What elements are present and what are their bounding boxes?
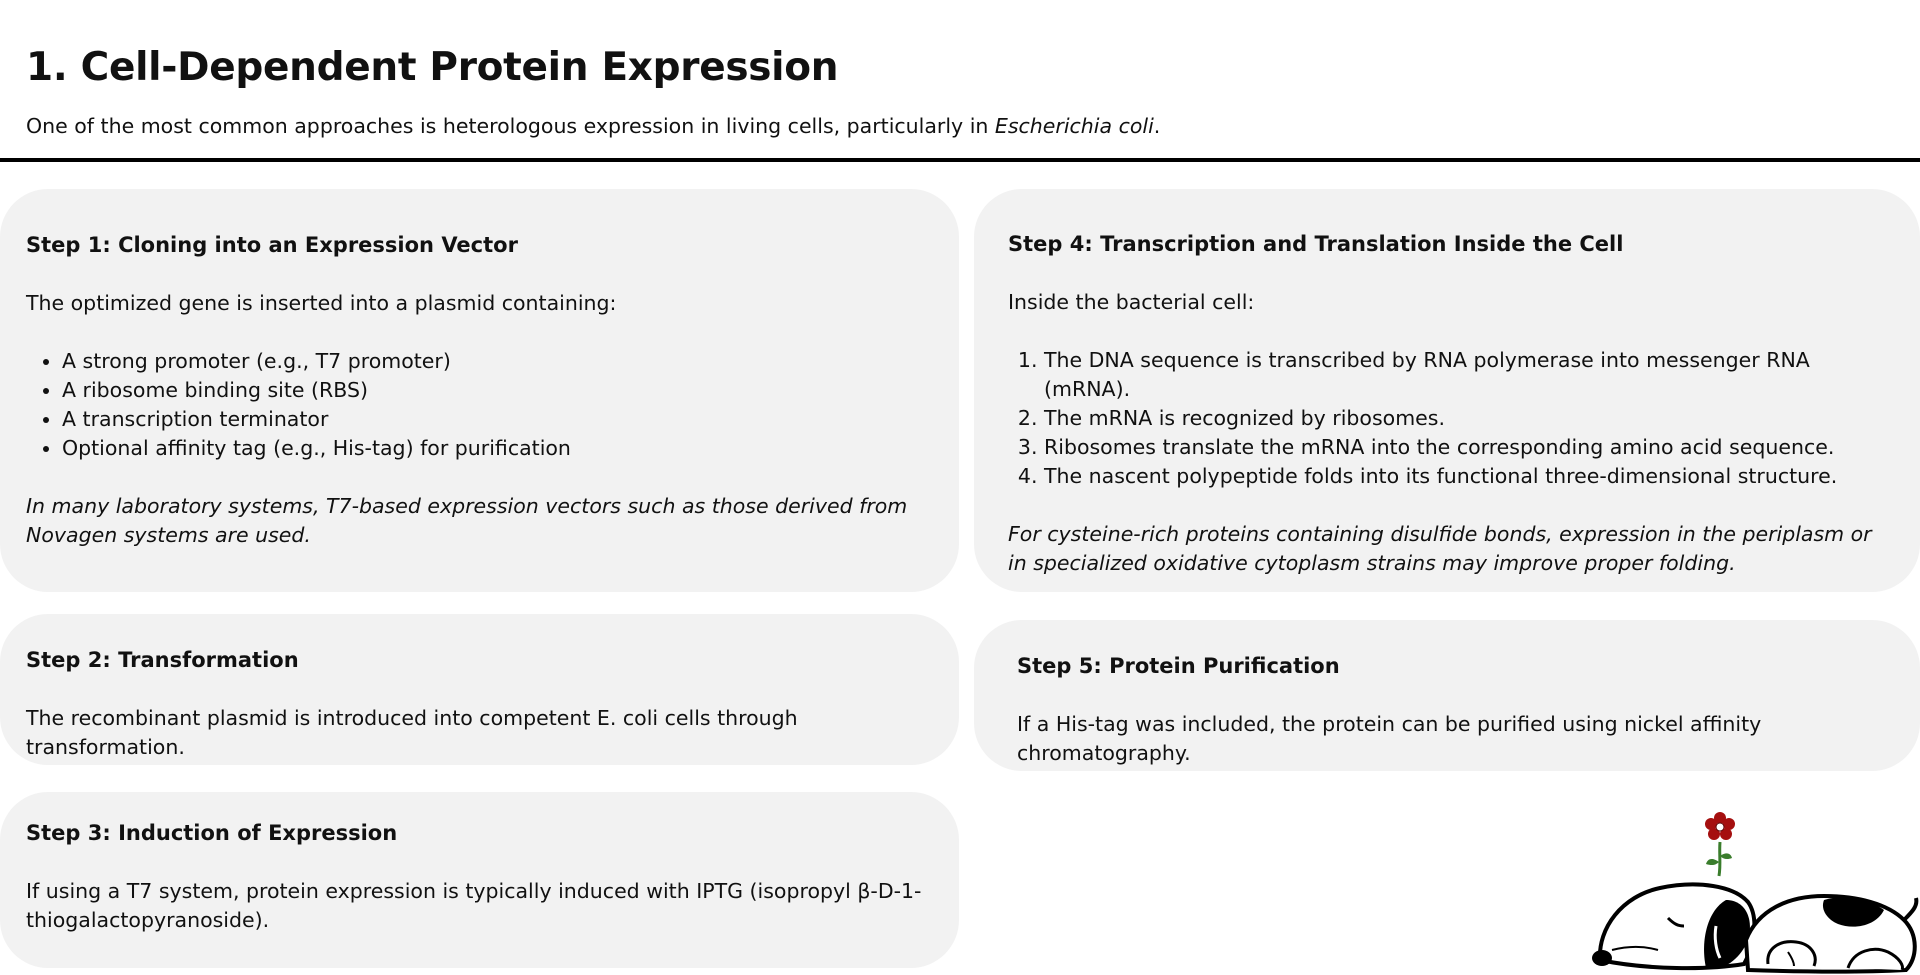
page-title: 1. Cell-Dependent Protein Expression <box>26 45 839 90</box>
step3-title: Step 3: Induction of Expression <box>26 821 398 845</box>
subtitle-text: One of the most common approaches is heterologous expression in living cells, particularly in <box>26 114 995 138</box>
dog-tail <box>1904 898 1916 920</box>
step1-list <box>26 347 933 463</box>
step1-title: Step 1: Cloning into an Expression Vector <box>26 233 518 257</box>
step4-note-text: For cysteine-rich proteins containing disulfide bonds, expression in the periplasm or in specialized oxidative cytoplasm strains may improve proper folding. <box>1008 522 1872 575</box>
step3-text: If using a T7 system, protein expression is typically induced with IPTG (isopropyl β-D-1-thiogalactopyranoside). <box>26 879 922 932</box>
page-subtitle <box>26 112 1886 140</box>
subtitle-end: . <box>1153 114 1161 138</box>
step4-note <box>1008 520 1894 578</box>
step1-intro: The optimized gene is inserted into a plasmid containing: <box>26 291 617 315</box>
list-item: 3. Ribosomes translate the mRNA into the corresponding amino acid sequence. <box>1044 433 1894 462</box>
step5-text: If a His-tag was included, the protein can be purified using nickel affinity chromatography. <box>1017 712 1762 765</box>
step2-title: Step 2: Transformation <box>26 648 299 672</box>
page-header <box>26 40 1886 140</box>
step5-card <box>974 620 1920 771</box>
step4-intro: Inside the bacterial cell: <box>1008 290 1255 314</box>
dog-paw <box>1768 942 1815 966</box>
list-item: • A strong promoter (e.g., T7 promoter) <box>62 347 933 376</box>
flower-icon <box>1705 812 1735 840</box>
flower-leaf <box>1706 859 1719 865</box>
step2-text: The recombinant plasmid is introduced into competent E. coli cells through transformation. <box>26 706 798 759</box>
step3-card <box>0 792 959 968</box>
list-item: 2. The mRNA is recognized by ribosomes. <box>1044 404 1894 433</box>
sleeping-dog-illustration <box>1588 800 1920 975</box>
list-item: • A ribosome binding site (RBS) <box>62 376 933 405</box>
list-item: • Optional affinity tag (e.g., His-tag) for purification <box>62 434 933 463</box>
step2-card <box>0 614 959 765</box>
flower-leaf <box>1720 853 1732 859</box>
step4-title: Step 4: Transcription and Translation Inside the Cell <box>1008 232 1624 256</box>
organism-name: Escherichia coli <box>994 114 1154 138</box>
list-item: 4. The nascent polypeptide folds into its functional three-dimensional structure. <box>1044 462 1894 491</box>
dog-nose <box>1592 950 1612 966</box>
step1-card <box>0 189 959 592</box>
step5-title: Step 5: Protein Purification <box>1017 654 1340 678</box>
step1-note-text: In many laboratory systems, T7-based expression vectors such as those derived from Novagen systems are used. <box>26 494 908 547</box>
header-divider <box>0 158 1920 162</box>
step4-card <box>974 189 1920 592</box>
list-item: 1. The DNA sequence is transcribed by RNA polymerase into messenger RNA (mRNA). <box>1044 346 1894 404</box>
step4-list <box>1008 346 1894 491</box>
flower-stem <box>1719 842 1720 876</box>
list-item: • A transcription terminator <box>62 405 933 434</box>
step1-note <box>26 492 933 550</box>
